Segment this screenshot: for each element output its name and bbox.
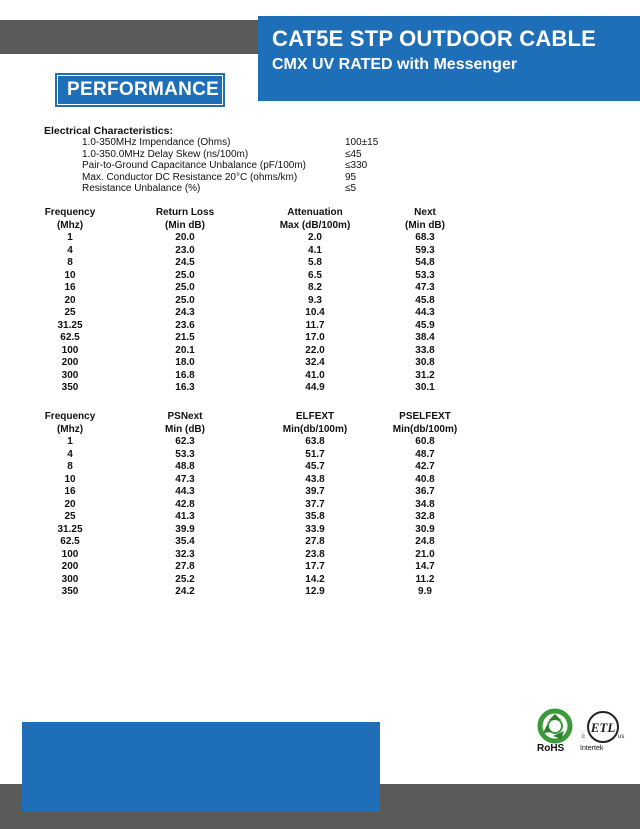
- electrical-label: 1.0-350MHz Impendance (Ohms): [82, 137, 231, 148]
- table-cell: 10.4: [305, 307, 325, 318]
- table-cell: 350: [61, 586, 79, 597]
- table-cell: 23.6: [175, 319, 195, 331]
- table-cell: 62.3: [175, 436, 195, 447]
- column-header: ELFEXT: [295, 411, 335, 422]
- table-cell: 36.7: [415, 486, 435, 497]
- electrical-value: ≤5: [345, 183, 357, 195]
- table-cell: 4: [67, 448, 73, 460]
- table-cell: 4: [67, 244, 73, 256]
- table-cell: 48.8: [175, 461, 195, 472]
- electrical-row: [82, 172, 412, 184]
- table-cell: 14.2: [305, 573, 325, 585]
- column-unit: Min(db/100m): [392, 423, 458, 435]
- table-cell: 38.4: [415, 332, 435, 343]
- table-cell: 17.7: [305, 561, 325, 572]
- table-cell: 62.5: [60, 332, 80, 343]
- column-header: Return Loss: [155, 207, 215, 218]
- electrical-row: [82, 160, 412, 172]
- table-row: [35, 449, 485, 462]
- table-row: [35, 436, 485, 449]
- column-header: Frequency: [44, 411, 96, 422]
- bottom-blue-block: [22, 722, 380, 812]
- table-cell: 47.3: [175, 473, 195, 485]
- table-cell: 30.9: [415, 523, 435, 535]
- page-subtitle: CMX UV RATED with Messenger: [272, 56, 518, 73]
- table-cell: 5.8: [308, 257, 322, 268]
- table-row: [35, 486, 485, 499]
- table-cell: 27.8: [305, 536, 325, 547]
- column-unit: (Mhz): [56, 219, 84, 231]
- table-cell: 24.3: [175, 307, 195, 318]
- table-cell: 200: [61, 561, 79, 572]
- column-unit: Min (dB): [165, 423, 205, 435]
- table-cell: 63.8: [305, 436, 325, 447]
- table-row: [35, 270, 485, 283]
- table-row: [35, 461, 485, 474]
- table-cell: 42.7: [415, 461, 435, 472]
- table-row: [35, 320, 485, 333]
- table-cell: 47.3: [415, 282, 435, 293]
- table-cell: 44.9: [305, 382, 325, 393]
- table-cell: 21.0: [415, 548, 435, 560]
- table-cell: 40.8: [415, 473, 435, 485]
- table-cell: 33.8: [415, 344, 435, 356]
- table-cell: 25.0: [175, 294, 195, 306]
- table-row: [35, 549, 485, 562]
- table-cell: 20.1: [175, 344, 195, 356]
- table-cell: 1: [67, 232, 73, 243]
- table-cell: 48.7: [415, 448, 435, 460]
- table-row: [35, 232, 485, 245]
- table-cell: 31.25: [57, 523, 83, 535]
- table-cell: 32.4: [305, 357, 325, 368]
- table-cell: 10: [64, 269, 76, 281]
- table-cell: 33.9: [305, 523, 325, 535]
- electrical-label: Resistance Unbalance (%): [82, 183, 201, 195]
- table-cell: 32.8: [415, 511, 435, 522]
- electrical-label: Pair-to-Ground Capacitance Unbalance (pF/100m): [82, 160, 306, 172]
- table-cell: 37.7: [305, 498, 325, 510]
- column-header: PSELFEXT: [399, 411, 451, 422]
- table-cell: 53.3: [415, 269, 435, 281]
- table-row: [35, 357, 485, 370]
- page-title: CAT5E STP OUTDOOR CABLE: [272, 26, 597, 51]
- table-row: [35, 574, 485, 587]
- table-cell: 59.3: [415, 244, 435, 256]
- table-cell: 350: [61, 382, 79, 393]
- table-cell: 14.7: [415, 561, 435, 572]
- table-cell: 25: [64, 307, 76, 318]
- column-unit: Min(db/100m): [282, 423, 348, 435]
- table-cell: 32.3: [175, 548, 195, 560]
- table-cell: 25.0: [175, 282, 195, 293]
- electrical-value: 100±15: [345, 137, 379, 148]
- table-cell: 60.8: [415, 436, 435, 447]
- table-cell: 300: [61, 369, 79, 381]
- table-cell: 39.7: [305, 486, 325, 497]
- table-cell: 41.3: [175, 511, 195, 522]
- table-cell: 44.3: [175, 486, 195, 497]
- table-cell: 68.3: [415, 232, 435, 243]
- table-cell: 100: [61, 344, 79, 356]
- table-cell: 34.8: [415, 498, 435, 510]
- table-cell: 23.8: [305, 548, 325, 560]
- table-row: [35, 282, 485, 295]
- table-cell: 9.9: [418, 586, 432, 597]
- table-cell: 16.8: [175, 369, 195, 381]
- table-cell: 45.9: [415, 319, 435, 331]
- table-cell: 51.7: [305, 448, 325, 460]
- table-cell: 2.0: [308, 232, 322, 243]
- electrical-label: 1.0-350.0MHz Delay Skew (ns/100m): [82, 148, 249, 160]
- table-cell: 18.0: [175, 357, 195, 368]
- table-row: [35, 586, 485, 599]
- table-cell: 25.2: [175, 573, 195, 585]
- table-cell: 12.9: [305, 586, 325, 597]
- table-cell: 16: [64, 282, 76, 293]
- table-cell: 35.4: [175, 536, 195, 547]
- electrical-row: [82, 183, 412, 195]
- etl-c-mark: c: [582, 734, 585, 740]
- table-cell: 31.2: [415, 369, 435, 381]
- table-row: [35, 370, 485, 383]
- table-cell: 43.8: [305, 473, 325, 485]
- table-cell: 35.8: [305, 511, 325, 522]
- table-cell: 24.2: [175, 586, 195, 597]
- etl-mark: ETL: [590, 720, 616, 735]
- electrical-row: [82, 137, 412, 149]
- table-cell: 100: [61, 548, 79, 560]
- table-cell: 41.0: [305, 369, 325, 381]
- table-row: [35, 295, 485, 308]
- table-cell: 16.3: [175, 382, 195, 393]
- table-header-row: [35, 411, 485, 424]
- table-row: [35, 499, 485, 512]
- table-row: [35, 561, 485, 574]
- table-cell: 54.8: [415, 257, 435, 268]
- table-cell: 23.0: [175, 244, 195, 256]
- table-cell: 8: [67, 461, 73, 472]
- column-unit: (Mhz): [56, 423, 84, 435]
- electrical-value: ≤330: [345, 160, 368, 172]
- column-header: Attenuation: [287, 207, 343, 218]
- table-row: [35, 524, 485, 537]
- table-row: [35, 345, 485, 358]
- table-units-row: [35, 220, 485, 233]
- table-row: [35, 382, 485, 395]
- column-unit: (Min dB): [405, 219, 445, 231]
- table-cell: 8.2: [308, 282, 322, 293]
- table-cell: 8: [67, 257, 73, 268]
- table-cell: 24.8: [415, 536, 435, 547]
- return-loss-table: [35, 207, 485, 395]
- title-banner: [258, 16, 640, 101]
- table-cell: 20: [64, 294, 76, 306]
- table-cell: 22.0: [305, 344, 325, 356]
- table-row: [35, 245, 485, 258]
- table-cell: 30.8: [415, 357, 435, 368]
- electrical-row: [82, 149, 412, 161]
- table-cell: 21.5: [175, 332, 195, 343]
- etl-brand-label: Intertek: [580, 745, 604, 752]
- table-cell: 30.1: [415, 382, 435, 393]
- table-row: [35, 307, 485, 320]
- table-cell: 11.7: [305, 319, 325, 331]
- table-row: [35, 332, 485, 345]
- rohs-label: RoHS: [537, 743, 565, 754]
- table-cell: 4.1: [308, 244, 322, 256]
- table-cell: 11.2: [415, 573, 435, 585]
- table-cell: 25.0: [175, 269, 195, 281]
- table-cell: 44.3: [415, 307, 435, 318]
- table-cell: 10: [64, 473, 76, 485]
- column-header: PSNext: [167, 411, 203, 422]
- table-cell: 20: [64, 498, 76, 510]
- table-row: [35, 474, 485, 487]
- section-badge: [57, 75, 223, 105]
- table-header-row: [35, 207, 485, 220]
- etl-us-mark: us: [618, 734, 625, 740]
- table-cell: 45.7: [305, 461, 325, 472]
- table-cell: 1: [67, 436, 73, 447]
- table-row: [35, 257, 485, 270]
- table-row: [35, 536, 485, 549]
- table-units-row: [35, 424, 485, 437]
- table-cell: 62.5: [60, 536, 80, 547]
- table-cell: 24.5: [175, 257, 195, 268]
- table-cell: 25: [64, 511, 76, 522]
- column-unit: Max (dB/100m): [279, 219, 351, 231]
- table-cell: 53.3: [175, 448, 195, 460]
- electrical-value: ≤45: [345, 148, 362, 160]
- table-cell: 45.8: [415, 294, 435, 306]
- electrical-label: Max. Conductor DC Resistance 20°C (ohms/km): [82, 171, 298, 183]
- table-cell: 17.0: [305, 332, 325, 343]
- crosstalk-table: [35, 411, 485, 599]
- table-cell: 300: [61, 573, 79, 585]
- table-cell: 200: [61, 357, 79, 368]
- table-cell: 20.0: [175, 232, 195, 243]
- table-cell: 39.9: [175, 523, 195, 535]
- electrical-value: 95: [345, 171, 357, 183]
- electrical-heading: Electrical Characteristics:: [44, 125, 173, 137]
- table-cell: 9.3: [308, 294, 322, 306]
- table-cell: 31.25: [57, 319, 83, 331]
- column-unit: (Min dB): [165, 219, 205, 231]
- column-header: Next: [414, 207, 436, 218]
- column-header: Frequency: [44, 207, 96, 218]
- table-cell: 42.8: [175, 498, 195, 510]
- table-row: [35, 511, 485, 524]
- table-cell: 16: [64, 486, 76, 497]
- table-cell: 27.8: [175, 561, 195, 572]
- table-cell: 6.5: [308, 269, 322, 281]
- section-title: PERFORMANCE: [67, 79, 220, 100]
